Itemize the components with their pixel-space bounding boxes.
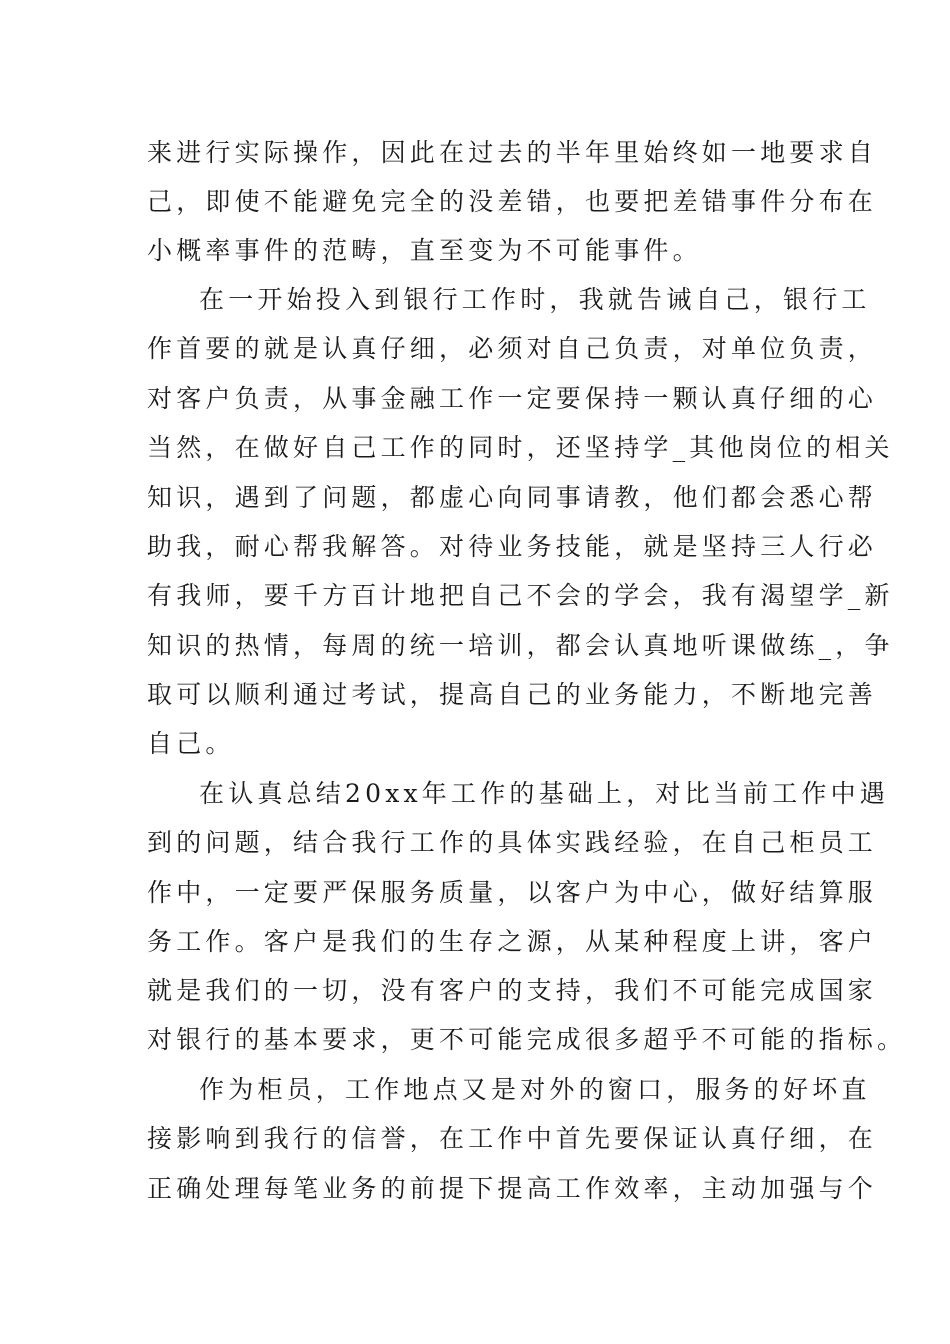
text-line: 知识，遇到了问题，都虚心向同事请教，他们都会悉心帮 [147, 483, 878, 512]
text-line: 对银行的基本要求，更不可能完成很多超乎不可能的指标。 [147, 1025, 907, 1054]
text-line: 助我，耐心帮我解答。对待业务技能，就是坚持三人行必 [147, 532, 878, 561]
paragraph-first-line: 在认真总结20xx年工作的基础上，对比当前工作中遇 [199, 779, 890, 808]
text-line: 对客户负责，从事金融工作一定要保持一颗认真仔细的心 [147, 384, 878, 413]
text-line: 到的问题，结合我行工作的具体实践经验，在自己柜员工 [147, 828, 878, 857]
paragraph-first-line: 作为柜员，工作地点又是对外的窗口，服务的好坏直 [199, 1075, 871, 1104]
text-line: 来进行实际操作，因此在过去的半年里始终如一地要求自 [147, 138, 878, 167]
text-line: 小概率事件的范畴，直至变为不可能事件。 [147, 236, 702, 265]
text-line: 自己。 [147, 729, 235, 758]
text-line: 接影响到我行的信誉，在工作中首先要保证认真仔细，在 [147, 1124, 878, 1153]
text-line: 正确处理每笔业务的前提下提高工作效率，主动加强与个 [147, 1174, 878, 1203]
text-line: 知识的热情，每周的统一培训，都会认真地听课做练_，争 [147, 631, 894, 660]
text-line: 有我师，要千方百计地把自己不会的学会，我有渴望学_新 [147, 581, 894, 610]
text-line: 就是我们的一切，没有客户的支持，我们不可能完成国家 [147, 976, 878, 1005]
text-line: 务工作。客户是我们的生存之源，从某种程度上讲，客户 [147, 927, 878, 956]
text-line: 取可以顺利通过考试，提高自己的业务能力，不断地完善 [147, 680, 878, 709]
paragraph-first-line: 在一开始投入到银行工作时，我就告诫自己，银行工 [199, 285, 871, 314]
text-line: 作中，一定要严保服务质量，以客户为中心，做好结算服 [147, 878, 878, 907]
text-line: 己，即使不能避免完全的没差错，也要把差错事件分布在 [147, 187, 878, 216]
text-line: 作首要的就是认真仔细，必须对自己负责，对单位负责， [147, 334, 878, 363]
text-line: 当然，在做好自己工作的同时，还坚持学_其他岗位的相关 [147, 433, 894, 462]
